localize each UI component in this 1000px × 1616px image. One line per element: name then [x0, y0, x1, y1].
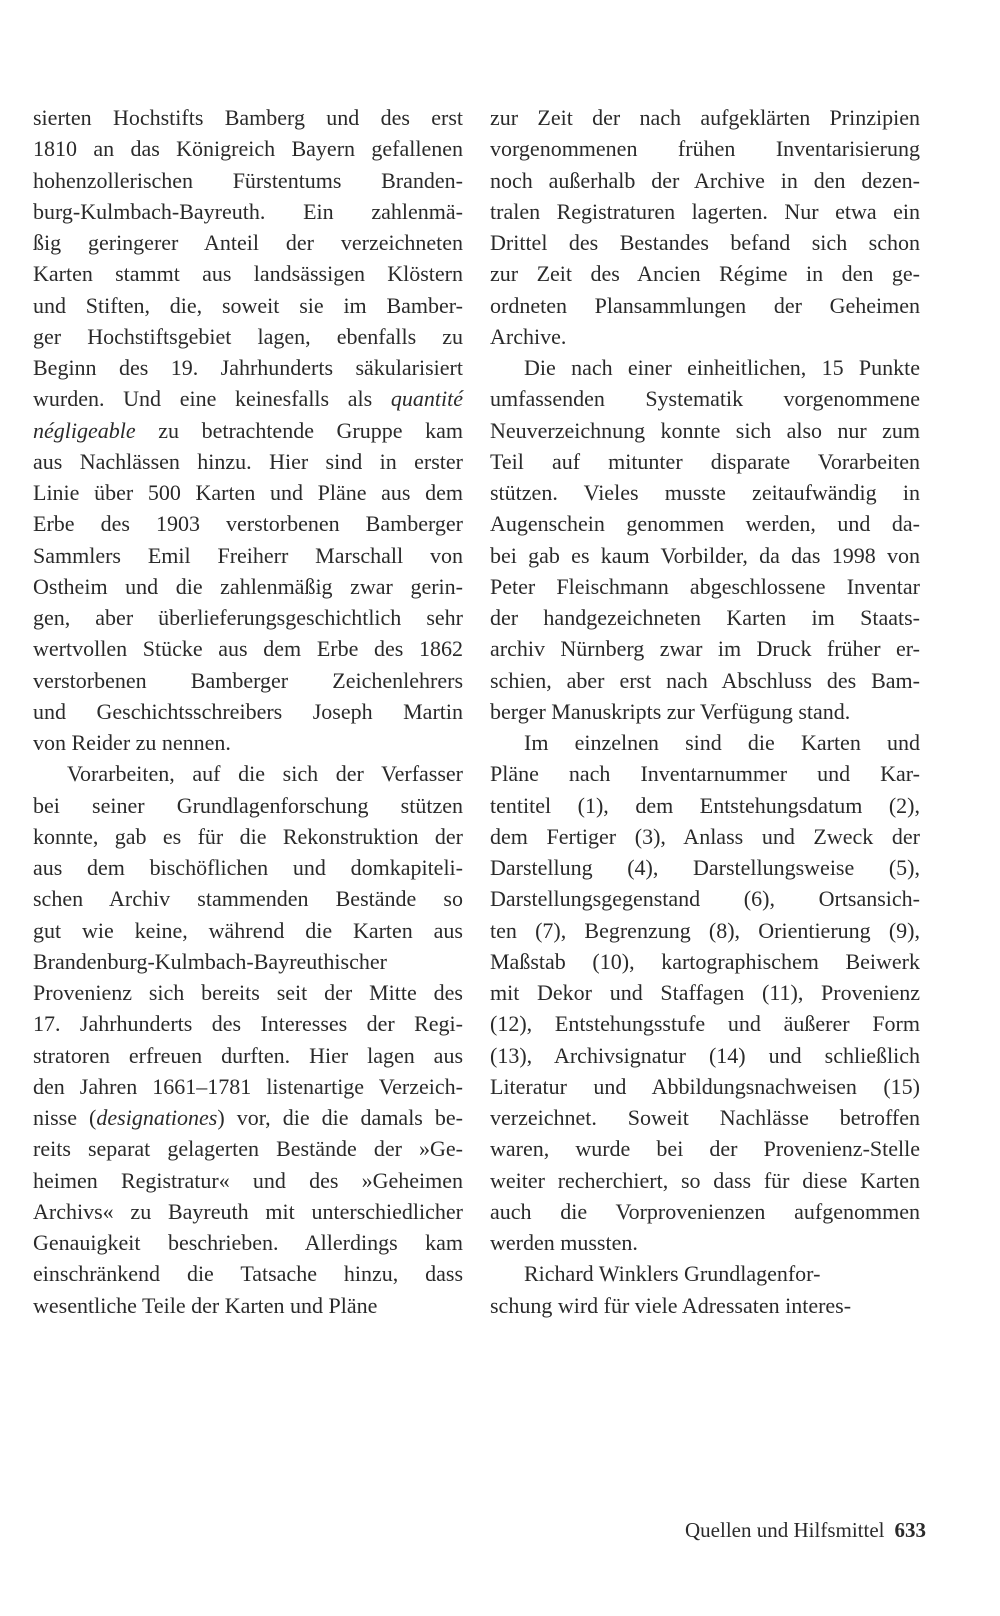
page-number: 633: [894, 1518, 926, 1542]
line-text: reits separat gelagerten Bestände der »Ge-: [33, 1136, 463, 1162]
text-line: [33, 758, 463, 789]
text-line: [490, 290, 920, 321]
text-line: [490, 852, 920, 883]
line-text: wurden. Und eine keinesfalls als: [33, 386, 391, 412]
line-text: tentitel (1), dem Entstehungsdatum (2),: [490, 792, 920, 818]
line-text: dem Fertiger (3), Anlass und Zweck der: [490, 823, 920, 849]
line-text: Die nach einer einheitlichen, 15 Punkte: [524, 355, 920, 380]
text-line: [33, 415, 463, 446]
italic-term: designationes: [96, 1105, 218, 1130]
text-line: [33, 1008, 463, 1039]
line-text: umfassenden Systematik vorgenommene: [490, 386, 920, 412]
text-line: [33, 852, 463, 883]
text-line: [33, 383, 463, 414]
line-text: sierten Hochstifts Bamberg und des erst: [33, 105, 463, 130]
line-text: bei seiner Grundlagenforschung stützen: [33, 792, 463, 818]
line-text: 17. Jahrhunderts des Interesses der Regi-: [33, 1011, 463, 1037]
line-text: Vorarbeiten, auf die sich der Verfasser: [67, 761, 463, 787]
text-line: [490, 1258, 920, 1289]
line-text: aus Nachlässen hinzu. Hier sind in erster: [33, 448, 463, 474]
line-text: ten (7), Begrenzung (8), Orientierung (9),: [490, 917, 920, 943]
line-text: hohenzollerischen Fürstentums Branden-: [33, 167, 463, 193]
line-text: zur Zeit der nach aufgeklärten Prinzipien: [490, 105, 920, 130]
text-line: [33, 1040, 463, 1071]
text-line: [490, 477, 920, 508]
text-line: [33, 102, 463, 133]
line-text: Darstellungsgegenstand (6), Ortsansich-: [490, 886, 920, 912]
text-line: [490, 727, 920, 758]
line-text: schien, aber erst nach Abschluss des Bam-: [490, 667, 920, 693]
text-line: [33, 571, 463, 602]
line-text: Peter Fleischmann abgeschlossene Inventar: [490, 573, 920, 599]
line-text: Genauigkeit beschrieben. Allerdings kam: [33, 1230, 463, 1255]
line-text: Augenschein genommen werden, und da-: [490, 511, 920, 537]
line-text: Pläne nach Inventarnummer und Kar-: [490, 761, 920, 787]
text-line: [490, 1071, 920, 1102]
text-line: [33, 258, 463, 289]
text-line: [33, 227, 463, 258]
text-line: [33, 977, 463, 1008]
line-text: einschränkend die Tatsache hinzu, dass: [33, 1261, 463, 1287]
text-line: [33, 633, 463, 664]
line-text: schen Archiv stammenden Bestände so: [33, 886, 463, 912]
line-text: Provenienz sich bereits seit der Mitte des: [33, 980, 463, 1005]
text-line: [490, 633, 920, 664]
text-line: [33, 1102, 463, 1133]
line-text: burg-Kulmbach-Bayreuth. Ein zahlenmä-: [33, 198, 463, 224]
line-text: ger Hochstiftsgebiet lagen, ebenfalls zu: [33, 323, 463, 349]
line-text: mit Dekor und Staffagen (11), Provenienz: [490, 980, 920, 1005]
line-text: ßig geringerer Anteil der verzeichneten: [33, 230, 463, 255]
italic-term: négligeable: [33, 417, 136, 443]
text-line: [490, 196, 920, 227]
text-line: [490, 946, 920, 977]
text-line: [490, 1133, 920, 1164]
text-line: [33, 196, 463, 227]
text-line: [490, 321, 920, 352]
text-line: [33, 1133, 463, 1164]
line-text: Beginn des 19. Jahrhunderts säkularisiert: [33, 355, 463, 380]
left-text-column: [33, 102, 463, 1321]
line-text: Literatur und Abbildungsnachweisen (15): [490, 1073, 920, 1099]
text-line: [33, 446, 463, 477]
text-line: [33, 1071, 463, 1102]
line-text: Neuverzeichnung konnte sich also nur zum: [490, 417, 920, 443]
text-line: [490, 821, 920, 852]
text-line: [33, 883, 463, 914]
line-text: verstorbenen Bamberger Zeichenlehrers: [33, 667, 463, 693]
text-line: [490, 133, 920, 164]
line-text: Erbe des 1903 verstorbenen Bamberger: [33, 511, 463, 537]
text-line: [490, 415, 920, 446]
line-text: gen, aber überlieferungsgeschichtlich sehr: [33, 605, 463, 630]
line-text: ) vor, die die damals be-: [217, 1105, 464, 1130]
line-text: Archivs« zu Bayreuth mit unterschiedlicher: [33, 1198, 463, 1224]
line-text: auch die Vorprovenienzen aufgenommen: [490, 1198, 920, 1224]
line-text: stratoren erfreuen durften. Hier lagen aus: [33, 1042, 463, 1068]
text-line: [490, 352, 920, 383]
line-text: archiv Nürnberg zwar im Druck früher er-: [490, 636, 920, 662]
text-line: [490, 165, 920, 196]
line-text: wesentliche Teile der Karten und Pläne: [33, 1292, 378, 1318]
text-line: [33, 1227, 463, 1258]
text-line: [490, 508, 920, 539]
text-line: [33, 1165, 463, 1196]
line-text: 1810 an das Königreich Bayern gefallenen: [33, 136, 463, 162]
line-text: (13), Archivsignatur (14) und schließlich: [490, 1042, 920, 1068]
right-text-column: [490, 102, 920, 1321]
text-line: [33, 602, 463, 633]
line-text: wertvollen Stücke aus dem Erbe des 1862: [33, 636, 463, 662]
line-text: aus dem bischöflichen und domkapiteli-: [33, 855, 463, 880]
text-line: [33, 727, 463, 758]
line-text: den Jahren 1661–1781 listenartige Verzeich-: [33, 1073, 463, 1099]
line-text: heimen Registratur« und des »Geheimen: [33, 1167, 463, 1193]
line-text: Drittel des Bestandes befand sich schon: [490, 230, 920, 255]
text-line: [33, 321, 463, 352]
text-line: [33, 1258, 463, 1289]
text-line: [33, 133, 463, 164]
line-text: vorgenommenen frühen Inventarisierung: [490, 136, 920, 162]
line-text: stützen. Vieles musste zeitaufwändig in: [490, 480, 920, 505]
text-line: [490, 1165, 920, 1196]
text-line: [490, 758, 920, 789]
text-line: [490, 790, 920, 821]
line-text: bei gab es kaum Vorbilder, da das 1998 von: [490, 542, 920, 568]
line-text: nisse (: [33, 1105, 97, 1130]
italic-term: quantité: [390, 386, 463, 412]
page-footer: [685, 1518, 926, 1543]
line-text: Darstellung (4), Darstellungsweise (5),: [490, 855, 920, 880]
line-text: verzeichnet. Soweit Nachlässe betroffen: [490, 1105, 920, 1130]
line-text: Archive.: [490, 323, 567, 349]
line-text: zur Zeit des Ancien Régime in den ge-: [490, 261, 920, 287]
text-line: [490, 102, 920, 133]
line-text: Linie über 500 Karten und Pläne aus dem: [33, 480, 463, 505]
line-text: Brandenburg-Kulmbach-Bayreuthischer: [33, 948, 387, 974]
line-text: noch außerhalb der Archive in den dezen-: [490, 167, 920, 193]
line-text: ordneten Plansammlungen der Geheimen: [490, 292, 920, 318]
line-text: tralen Registraturen lagerten. Nur etwa ein: [490, 198, 920, 224]
line-text: Teil auf mitunter disparate Vorarbeiten: [490, 448, 920, 474]
line-text: Karten stammt aus landsässigen Klöstern: [33, 261, 463, 287]
line-text: berger Manuskripts zur Verfügung stand.: [490, 698, 851, 724]
line-text: (12), Entstehungsstufe und äußerer Form: [490, 1011, 920, 1037]
text-line: [33, 508, 463, 539]
text-line: [490, 1040, 920, 1071]
text-line: [33, 290, 463, 321]
text-line: [33, 790, 463, 821]
text-line: [33, 1290, 463, 1321]
text-line: [490, 446, 920, 477]
line-text: und Stiften, die, soweit sie im Bamber-: [33, 292, 463, 318]
text-line: [33, 1196, 463, 1227]
line-text: konnte, gab es für die Rekonstruktion der: [33, 823, 463, 849]
line-text: waren, wurde bei der Provenienz-Stelle: [490, 1136, 920, 1162]
line-text: werden mussten.: [490, 1230, 638, 1255]
text-line: [490, 602, 920, 633]
text-line: [490, 696, 920, 727]
text-line: [490, 258, 920, 289]
line-text: Im einzelnen sind die Karten und: [524, 730, 920, 755]
line-text: und Geschichtsschreibers Joseph Martin: [33, 698, 463, 724]
text-line: [490, 383, 920, 414]
text-line: [490, 1008, 920, 1039]
running-footer-title: Quellen und Hilfsmittel: [685, 1518, 885, 1542]
text-line: [490, 883, 920, 914]
text-line: [33, 540, 463, 571]
line-text: Richard Winklers Grundlagenfor-: [524, 1261, 821, 1287]
text-line: [490, 915, 920, 946]
line-text: Sammlers Emil Freiherr Marschall von: [33, 542, 463, 568]
text-line: [490, 540, 920, 571]
text-line: [490, 1102, 920, 1133]
text-line: [33, 665, 463, 696]
text-line: [33, 696, 463, 727]
line-text: schung wird für viele Adressaten interes-: [490, 1292, 852, 1318]
text-line: [490, 665, 920, 696]
text-line: [33, 165, 463, 196]
text-line: [490, 1290, 920, 1321]
line-text: weiter recherchiert, so dass für diese Karten: [490, 1167, 920, 1193]
text-line: [490, 1227, 920, 1258]
text-line: [490, 227, 920, 258]
line-text: zu betrachtende Gruppe kam: [135, 417, 463, 443]
line-text: von Reider zu nennen.: [33, 730, 231, 755]
text-line: [33, 915, 463, 946]
line-text: gut wie keine, während die Karten aus: [33, 917, 463, 943]
text-line: [33, 946, 463, 977]
text-line: [490, 571, 920, 602]
line-text: Maßstab (10), kartographischem Beiwerk: [490, 948, 920, 974]
line-text: Ostheim und die zahlenmäßig zwar gerin-: [33, 573, 463, 599]
text-line: [33, 352, 463, 383]
text-line: [490, 1196, 920, 1227]
text-line: [33, 477, 463, 508]
line-text: der handgezeichneten Karten im Staats-: [490, 605, 920, 630]
text-line: [33, 821, 463, 852]
text-line: [490, 977, 920, 1008]
